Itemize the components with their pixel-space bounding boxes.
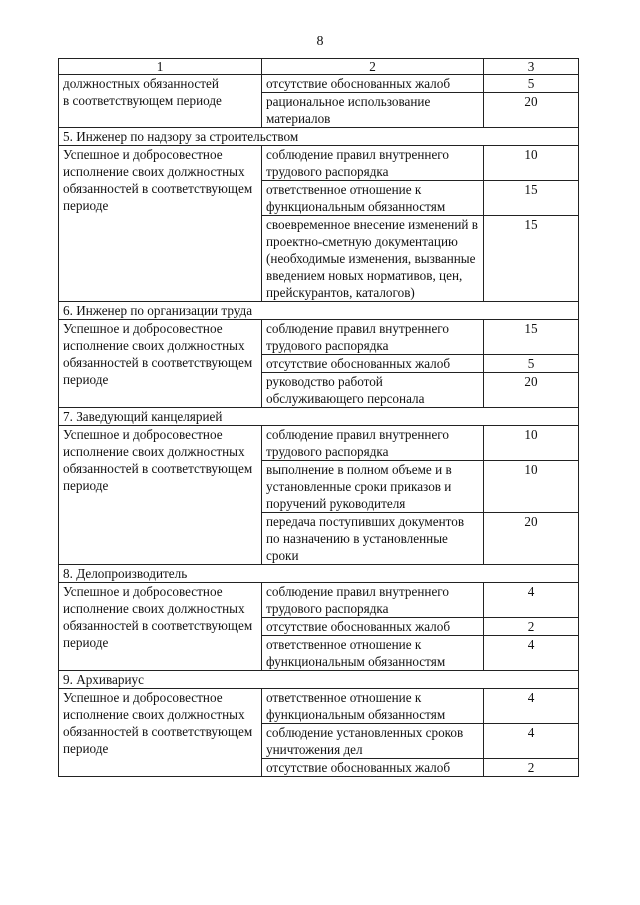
points-value: 20 <box>484 373 579 408</box>
table-row <box>59 146 579 181</box>
criterion-text: выполнение в полном объеме и в установленные сроки приказов и поручений руководителя <box>262 461 484 513</box>
position-description: Успешное и добросовестное исполнение своих должностных обязанностей в соответствующем периоде <box>59 583 262 671</box>
criterion-text: отсутствие обоснованных жалоб <box>262 75 484 93</box>
points-value: 2 <box>484 759 579 777</box>
table-row <box>59 75 579 93</box>
section-title: 5. Инженер по надзору за строительством <box>59 128 579 146</box>
points-value: 4 <box>484 724 579 759</box>
position-description: должностных обязанностей в соответствующем периоде <box>59 75 262 128</box>
criterion-text: соблюдение правил внутреннего трудового распорядка <box>262 583 484 618</box>
criteria-table <box>58 58 579 777</box>
points-value: 4 <box>484 583 579 618</box>
criterion-text: ответственное отношение к функциональным обязанностям <box>262 181 484 216</box>
criterion-text: ответственное отношение к функциональным обязанностям <box>262 689 484 724</box>
criterion-text: соблюдение правил внутреннего трудового распорядка <box>262 426 484 461</box>
table-row <box>59 689 579 724</box>
criterion-text: отсутствие обоснованных жалоб <box>262 759 484 777</box>
position-description: Успешное и добросовестное исполнение своих должностных обязанностей в соответствующем периоде <box>59 689 262 777</box>
column-header: 1 <box>59 59 262 75</box>
criterion-text: рациональное использование материалов <box>262 93 484 128</box>
points-value: 5 <box>484 355 579 373</box>
section-heading-row <box>59 302 579 320</box>
criterion-text: ответственное отношение к функциональным обязанностям <box>262 636 484 671</box>
position-description: Успешное и добросовестное исполнение своих должностных обязанностей в соответствующем периоде <box>59 426 262 565</box>
points-value: 20 <box>484 93 579 128</box>
section-title: 8. Делопроизводитель <box>59 565 579 583</box>
points-value: 4 <box>484 689 579 724</box>
criterion-text: соблюдение правил внутреннего трудового распорядка <box>262 146 484 181</box>
points-value: 2 <box>484 618 579 636</box>
points-value: 15 <box>484 320 579 355</box>
points-value: 5 <box>484 75 579 93</box>
section-title: 7. Заведующий канцелярией <box>59 408 579 426</box>
page-number: 8 <box>316 34 324 49</box>
points-value: 10 <box>484 426 579 461</box>
points-value: 15 <box>484 216 579 302</box>
criterion-text: соблюдение правил внутреннего трудового распорядка <box>262 320 484 355</box>
table-row <box>59 320 579 355</box>
table-row <box>59 583 579 618</box>
criterion-text: руководство работой обслуживающего персонала <box>262 373 484 408</box>
points-value: 4 <box>484 636 579 671</box>
points-value: 15 <box>484 181 579 216</box>
points-value: 10 <box>484 461 579 513</box>
section-heading-row <box>59 565 579 583</box>
section-heading-row <box>59 671 579 689</box>
criterion-text: своевременное внесение изменений в проектно-сметную документацию (необходимые изменения, вызванные введением новых нормативов, цен, прейскурантов, каталогов) <box>262 216 484 302</box>
section-title: 6. Инженер по организации труда <box>59 302 579 320</box>
criterion-text: отсутствие обоснованных жалоб <box>262 355 484 373</box>
column-header: 2 <box>262 59 484 75</box>
criterion-text: передача поступивших документов по назначению в установленные сроки <box>262 513 484 565</box>
section-title: 9. Архивариус <box>59 671 579 689</box>
column-header: 3 <box>484 59 579 75</box>
section-heading-row <box>59 408 579 426</box>
position-description: Успешное и добросовестное исполнение своих должностных обязанностей в соответствующем периоде <box>59 320 262 408</box>
points-value: 20 <box>484 513 579 565</box>
criterion-text: соблюдение установленных сроков уничтожения дел <box>262 724 484 759</box>
table-header-row <box>59 59 579 75</box>
criterion-text: отсутствие обоснованных жалоб <box>262 618 484 636</box>
section-heading-row <box>59 128 579 146</box>
points-value: 10 <box>484 146 579 181</box>
table-row <box>59 426 579 461</box>
position-description: Успешное и добросовестное исполнение своих должностных обязанностей в соответствующем периоде <box>59 146 262 302</box>
